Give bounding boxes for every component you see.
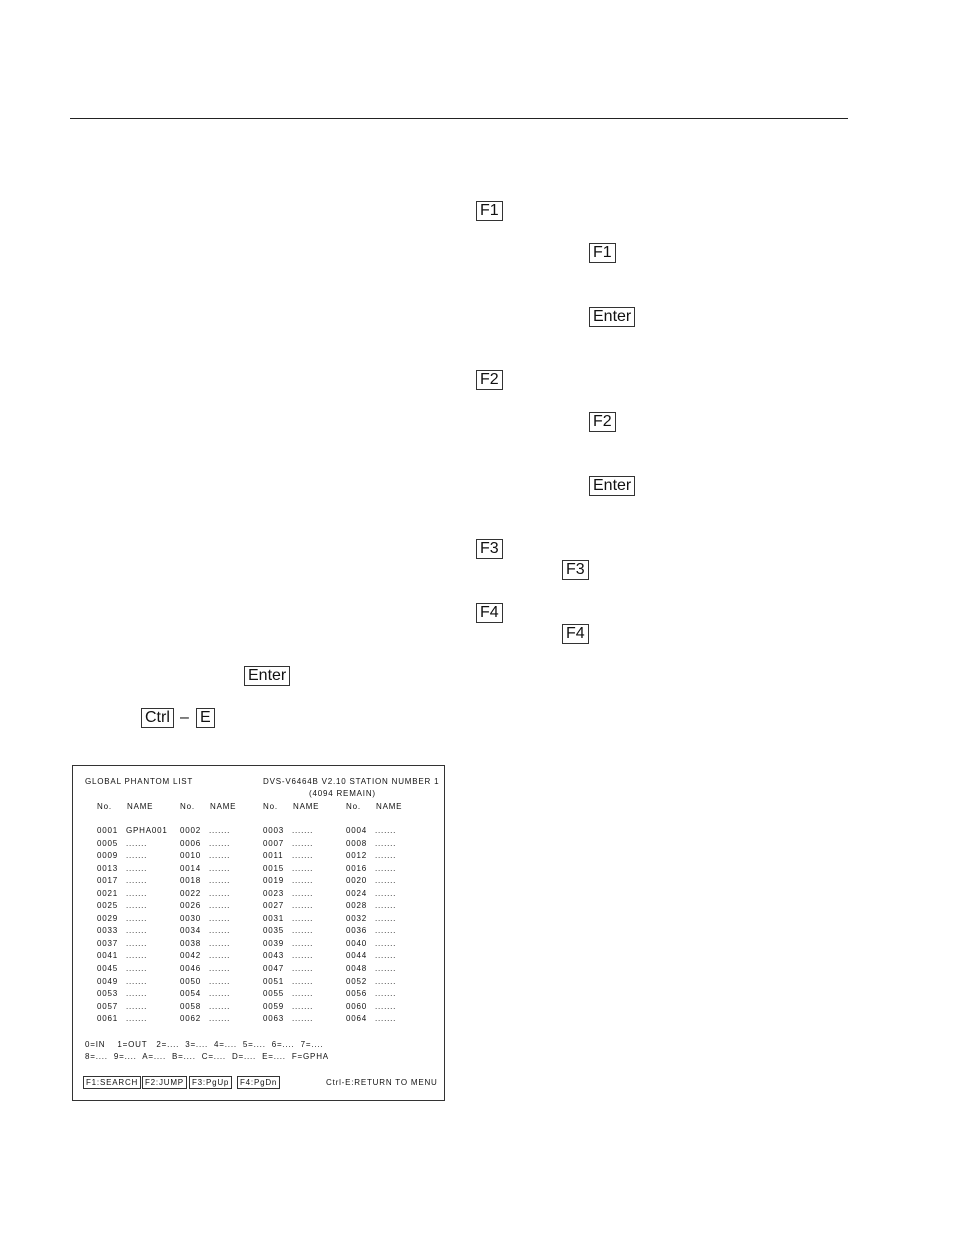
phantom-entry	[180, 914, 230, 924]
phantom-entry-name: .......	[126, 888, 148, 898]
phantom-entry-name: .......	[209, 888, 231, 898]
column-header-name: NAME	[376, 802, 403, 811]
phantom-entry-number: 0062	[180, 1014, 201, 1024]
phantom-entry-name: .......	[292, 888, 314, 898]
phantom-entry	[263, 926, 313, 936]
phantom-entry-number: 0026	[180, 901, 201, 911]
phantom-entry-number: 0044	[346, 951, 367, 961]
phantom-entry-name: .......	[209, 863, 231, 873]
phantom-entry-number: 0009	[97, 851, 118, 861]
phantom-entry	[346, 951, 396, 961]
column-header-no: No.	[180, 802, 195, 811]
phantom-entry-number: 0061	[97, 1014, 118, 1024]
phantom-entry	[263, 939, 313, 949]
phantom-entry-number: 0063	[263, 1014, 284, 1024]
phantom-entry-name: .......	[375, 913, 397, 923]
phantom-entry-name: .......	[209, 926, 231, 936]
phantom-entry-number: 0013	[97, 863, 118, 873]
phantom-entry	[263, 826, 313, 836]
phantom-entry	[346, 914, 396, 924]
table-row	[97, 926, 427, 939]
key-f3: F3	[562, 560, 589, 580]
phantom-entry	[263, 1014, 313, 1024]
phantom-entry-name: .......	[375, 976, 397, 986]
phantom-entry-number: 0007	[263, 838, 284, 848]
table-row	[97, 839, 427, 852]
phantom-entry-number: 0029	[97, 913, 118, 923]
phantom-entry-name: .......	[292, 913, 314, 923]
f4-pgdn-key: F4:PgDn	[237, 1076, 280, 1089]
phantom-entry-name: .......	[209, 901, 231, 911]
phantom-entry-name: .......	[126, 964, 148, 974]
key-f4: F4	[476, 603, 503, 623]
phantom-entry	[97, 826, 168, 836]
phantom-entry	[263, 951, 313, 961]
phantom-entry-name: .......	[375, 951, 397, 961]
phantom-entry-number: 0036	[346, 926, 367, 936]
phantom-entry-name: .......	[126, 1014, 148, 1024]
phantom-entry	[346, 977, 396, 987]
phantom-entry-number: 0055	[263, 989, 284, 999]
phantom-entry-number: 0019	[263, 876, 284, 886]
phantom-entry-name: .......	[126, 938, 148, 948]
phantom-entry-number: 0049	[97, 976, 118, 986]
phantom-entry	[97, 876, 147, 886]
table-row	[97, 939, 427, 952]
phantom-entry	[263, 864, 313, 874]
phantom-entry-number: 0048	[346, 964, 367, 974]
column-header-no: No.	[346, 802, 361, 811]
f2-jump-key: F2:JUMP	[142, 1076, 187, 1089]
phantom-entry-name: .......	[292, 976, 314, 986]
phantom-entry-name: .......	[209, 1001, 231, 1011]
phantom-entry-name: .......	[375, 876, 397, 886]
phantom-entry-number: 0035	[263, 926, 284, 936]
phantom-entry	[346, 889, 396, 899]
phantom-entry-name: .......	[375, 888, 397, 898]
phantom-entry-number: 0040	[346, 938, 367, 948]
screen-remain-count: (4094 REMAIN)	[309, 789, 376, 798]
phantom-entry	[346, 839, 396, 849]
phantom-entry	[97, 864, 147, 874]
phantom-entry-name: .......	[375, 1001, 397, 1011]
phantom-entry-number: 0017	[97, 876, 118, 886]
phantom-entry	[263, 839, 313, 849]
phantom-entry	[97, 951, 147, 961]
key-e: E	[196, 708, 215, 728]
header-rule	[70, 118, 848, 119]
phantom-entry-number: 0054	[180, 989, 201, 999]
phantom-entry	[346, 989, 396, 999]
phantom-entry-name: .......	[126, 863, 148, 873]
phantom-entry	[346, 876, 396, 886]
phantom-entry-name: .......	[126, 926, 148, 936]
table-row	[97, 977, 427, 990]
phantom-entry-number: 0056	[346, 989, 367, 999]
phantom-entry-number: 0045	[97, 964, 118, 974]
phantom-entry-number: 0021	[97, 888, 118, 898]
phantom-entry-name: .......	[375, 1014, 397, 1024]
phantom-entry	[180, 864, 230, 874]
phantom-entry	[180, 839, 230, 849]
phantom-entry-name: .......	[209, 826, 231, 835]
phantom-entry-name: .......	[292, 901, 314, 911]
phantom-entry-number: 0025	[97, 901, 118, 911]
column-header-name: NAME	[293, 802, 320, 811]
phantom-entry-number: 0024	[346, 888, 367, 898]
phantom-entry	[180, 989, 230, 999]
phantom-entry-name: .......	[209, 876, 231, 886]
phantom-entry-name: .......	[209, 964, 231, 974]
screen-header-right: DVS-V6464B V2.10 STATION NUMBER 1	[263, 777, 440, 786]
phantom-entry-name: .......	[292, 989, 314, 999]
phantom-entry-name: .......	[126, 951, 148, 961]
phantom-entry-name: .......	[126, 989, 148, 999]
phantom-entry	[180, 889, 230, 899]
phantom-entry-name: .......	[375, 938, 397, 948]
phantom-entry-number: 0050	[180, 976, 201, 986]
phantom-entry-number: 0028	[346, 901, 367, 911]
phantom-entry-number: 0042	[180, 951, 201, 961]
return-to-menu-hint: Ctrl-E:RETURN TO MENU	[326, 1078, 438, 1087]
key-enter: Enter	[589, 476, 635, 496]
phantom-entry-name: .......	[375, 989, 397, 999]
f1-search-key: F1:SEARCH	[83, 1076, 141, 1089]
phantom-entry	[180, 926, 230, 936]
phantom-entry-number: 0064	[346, 1014, 367, 1024]
phantom-entry	[97, 1002, 147, 1012]
table-row	[97, 901, 427, 914]
column-header-no: No.	[263, 802, 278, 811]
phantom-entry	[97, 851, 147, 861]
phantom-entry	[180, 876, 230, 886]
phantom-entry	[263, 989, 313, 999]
phantom-entry-name: .......	[209, 951, 231, 961]
phantom-entry-name: .......	[209, 913, 231, 923]
f3-pgup-key: F3:PgUp	[189, 1076, 232, 1089]
table-row	[97, 914, 427, 927]
phantom-entry-number: 0016	[346, 863, 367, 873]
key-f3: F3	[476, 539, 503, 559]
phantom-entry-number: 0015	[263, 863, 284, 873]
phantom-entry	[346, 901, 396, 911]
phantom-entry-number: 0047	[263, 964, 284, 974]
phantom-entry-name: .......	[292, 938, 314, 948]
phantom-entry-name: .......	[292, 951, 314, 961]
table-row	[97, 889, 427, 902]
key-enter: Enter	[589, 307, 635, 327]
phantom-entry-name: .......	[292, 1001, 314, 1011]
phantom-entry	[346, 1002, 396, 1012]
phantom-entry	[346, 826, 396, 836]
table-row	[97, 826, 427, 839]
table-row	[97, 989, 427, 1002]
phantom-entry	[263, 889, 313, 899]
phantom-entry-number: 0030	[180, 913, 201, 923]
phantom-entry-number: 0011	[263, 851, 284, 861]
phantom-entry-name: .......	[292, 851, 314, 861]
phantom-entry-number: 0020	[346, 876, 367, 886]
phantom-entry	[346, 964, 396, 974]
phantom-entry-name: .......	[209, 938, 231, 948]
phantom-entry	[180, 1014, 230, 1024]
phantom-entry-number: 0052	[346, 976, 367, 986]
phantom-entry-number: 0014	[180, 863, 201, 873]
phantom-entry-name: .......	[375, 863, 397, 873]
key-enter: Enter	[244, 666, 290, 686]
phantom-entry-name: .......	[375, 901, 397, 911]
phantom-entry-number: 0057	[97, 1001, 118, 1011]
phantom-entry	[97, 939, 147, 949]
phantom-entry	[263, 914, 313, 924]
phantom-entry	[263, 901, 313, 911]
phantom-entry-name: .......	[126, 838, 148, 848]
screen-title: GLOBAL PHANTOM LIST	[85, 777, 194, 786]
phantom-entry	[97, 977, 147, 987]
phantom-entry-name: .......	[126, 1001, 148, 1011]
phantom-entry-number: 0059	[263, 1001, 284, 1011]
phantom-entry-name: .......	[292, 838, 314, 848]
phantom-entry	[180, 1002, 230, 1012]
table-row	[97, 964, 427, 977]
phantom-entry-name: .......	[375, 964, 397, 974]
phantom-entry-name: .......	[209, 851, 231, 861]
phantom-entry	[346, 864, 396, 874]
phantom-entry	[263, 851, 313, 861]
phantom-entry-number: 0012	[346, 851, 367, 861]
phantom-entry-grid	[97, 826, 427, 1027]
phantom-entry-number: 0006	[180, 838, 201, 848]
phantom-entry-name: .......	[209, 989, 231, 999]
phantom-entry	[180, 951, 230, 961]
phantom-entry-number: 0002	[180, 826, 201, 835]
phantom-entry-number: 0018	[180, 876, 201, 886]
phantom-entry	[97, 989, 147, 999]
phantom-entry-name: .......	[292, 863, 314, 873]
phantom-entry-name: .......	[292, 964, 314, 974]
phantom-entry-number: 0051	[263, 976, 284, 986]
phantom-entry-name: .......	[126, 901, 148, 911]
phantom-entry-number: 0022	[180, 888, 201, 898]
column-header-name: NAME	[210, 802, 237, 811]
table-row	[97, 1002, 427, 1015]
phantom-entry-number: 0041	[97, 951, 118, 961]
phantom-entry	[97, 914, 147, 924]
phantom-entry	[180, 901, 230, 911]
phantom-entry-name: .......	[292, 876, 314, 886]
phantom-entry	[97, 889, 147, 899]
phantom-entry	[97, 1014, 147, 1024]
key-f2: F2	[589, 412, 616, 432]
key-f1: F1	[476, 201, 503, 221]
phantom-entry-name: .......	[126, 851, 148, 861]
phantom-entry-name: .......	[126, 976, 148, 986]
phantom-entry	[97, 964, 147, 974]
table-row	[97, 1014, 427, 1027]
phantom-entry	[180, 939, 230, 949]
phantom-entry	[346, 939, 396, 949]
legend-line-2: 8=.... 9=.... A=.... B=.... C=.... D=.... E=.... F=GPHA	[85, 1052, 329, 1061]
phantom-entry-number: 0043	[263, 951, 284, 961]
table-row	[97, 876, 427, 889]
phantom-entry-name: .......	[126, 876, 148, 886]
phantom-entry-name: .......	[292, 826, 314, 835]
phantom-entry-name: .......	[209, 976, 231, 986]
key-f4: F4	[562, 624, 589, 644]
table-row	[97, 951, 427, 964]
phantom-entry-name: .......	[209, 838, 231, 848]
table-row	[97, 864, 427, 877]
global-phantom-list-screen	[72, 765, 445, 1101]
phantom-entry-number: 0058	[180, 1001, 201, 1011]
key-f1: F1	[589, 243, 616, 263]
phantom-entry-name: GPHA001	[126, 826, 168, 835]
phantom-entry-name: .......	[292, 1014, 314, 1024]
key-f2: F2	[476, 370, 503, 390]
column-header-no: No.	[97, 802, 112, 811]
table-row	[97, 851, 427, 864]
phantom-entry-name: .......	[292, 926, 314, 936]
phantom-entry-name: .......	[126, 913, 148, 923]
phantom-entry-name: .......	[209, 1014, 231, 1024]
phantom-entry-name: .......	[375, 826, 397, 835]
phantom-entry	[346, 926, 396, 936]
phantom-entry	[263, 1002, 313, 1012]
phantom-entry-name: .......	[375, 838, 397, 848]
phantom-entry-number: 0023	[263, 888, 284, 898]
phantom-entry-number: 0027	[263, 901, 284, 911]
phantom-entry-number: 0010	[180, 851, 201, 861]
phantom-entry-number: 0046	[180, 964, 201, 974]
phantom-entry-number: 0060	[346, 1001, 367, 1011]
legend-line-1: 0=IN 1=OUT 2=.... 3=.... 4=.... 5=.... 6=.... 7=....	[85, 1040, 324, 1049]
phantom-entry-name: .......	[375, 851, 397, 861]
phantom-entry	[180, 826, 230, 836]
phantom-entry-number: 0039	[263, 938, 284, 948]
phantom-entry	[97, 926, 147, 936]
phantom-entry-number: 0033	[97, 926, 118, 936]
key-ctrl: Ctrl	[141, 708, 174, 728]
phantom-entry	[263, 876, 313, 886]
phantom-entry-number: 0001	[97, 826, 118, 835]
phantom-entry-number: 0032	[346, 913, 367, 923]
phantom-entry	[180, 977, 230, 987]
phantom-entry-number: 0034	[180, 926, 201, 936]
phantom-entry	[97, 901, 147, 911]
phantom-entry-name: .......	[375, 926, 397, 936]
phantom-entry	[263, 964, 313, 974]
phantom-entry-number: 0008	[346, 838, 367, 848]
phantom-entry	[97, 839, 147, 849]
phantom-entry	[346, 851, 396, 861]
phantom-entry-number: 0031	[263, 913, 284, 923]
phantom-entry-number: 0005	[97, 838, 118, 848]
phantom-entry-number: 0037	[97, 938, 118, 948]
phantom-entry	[346, 1014, 396, 1024]
phantom-entry-number: 0004	[346, 826, 367, 835]
phantom-entry-number: 0003	[263, 826, 284, 835]
phantom-entry-number: 0053	[97, 989, 118, 999]
phantom-entry-number: 0038	[180, 938, 201, 948]
column-header-name: NAME	[127, 802, 154, 811]
key-combo-dash: –	[180, 709, 189, 726]
phantom-entry	[180, 964, 230, 974]
phantom-entry	[263, 977, 313, 987]
phantom-entry	[180, 851, 230, 861]
